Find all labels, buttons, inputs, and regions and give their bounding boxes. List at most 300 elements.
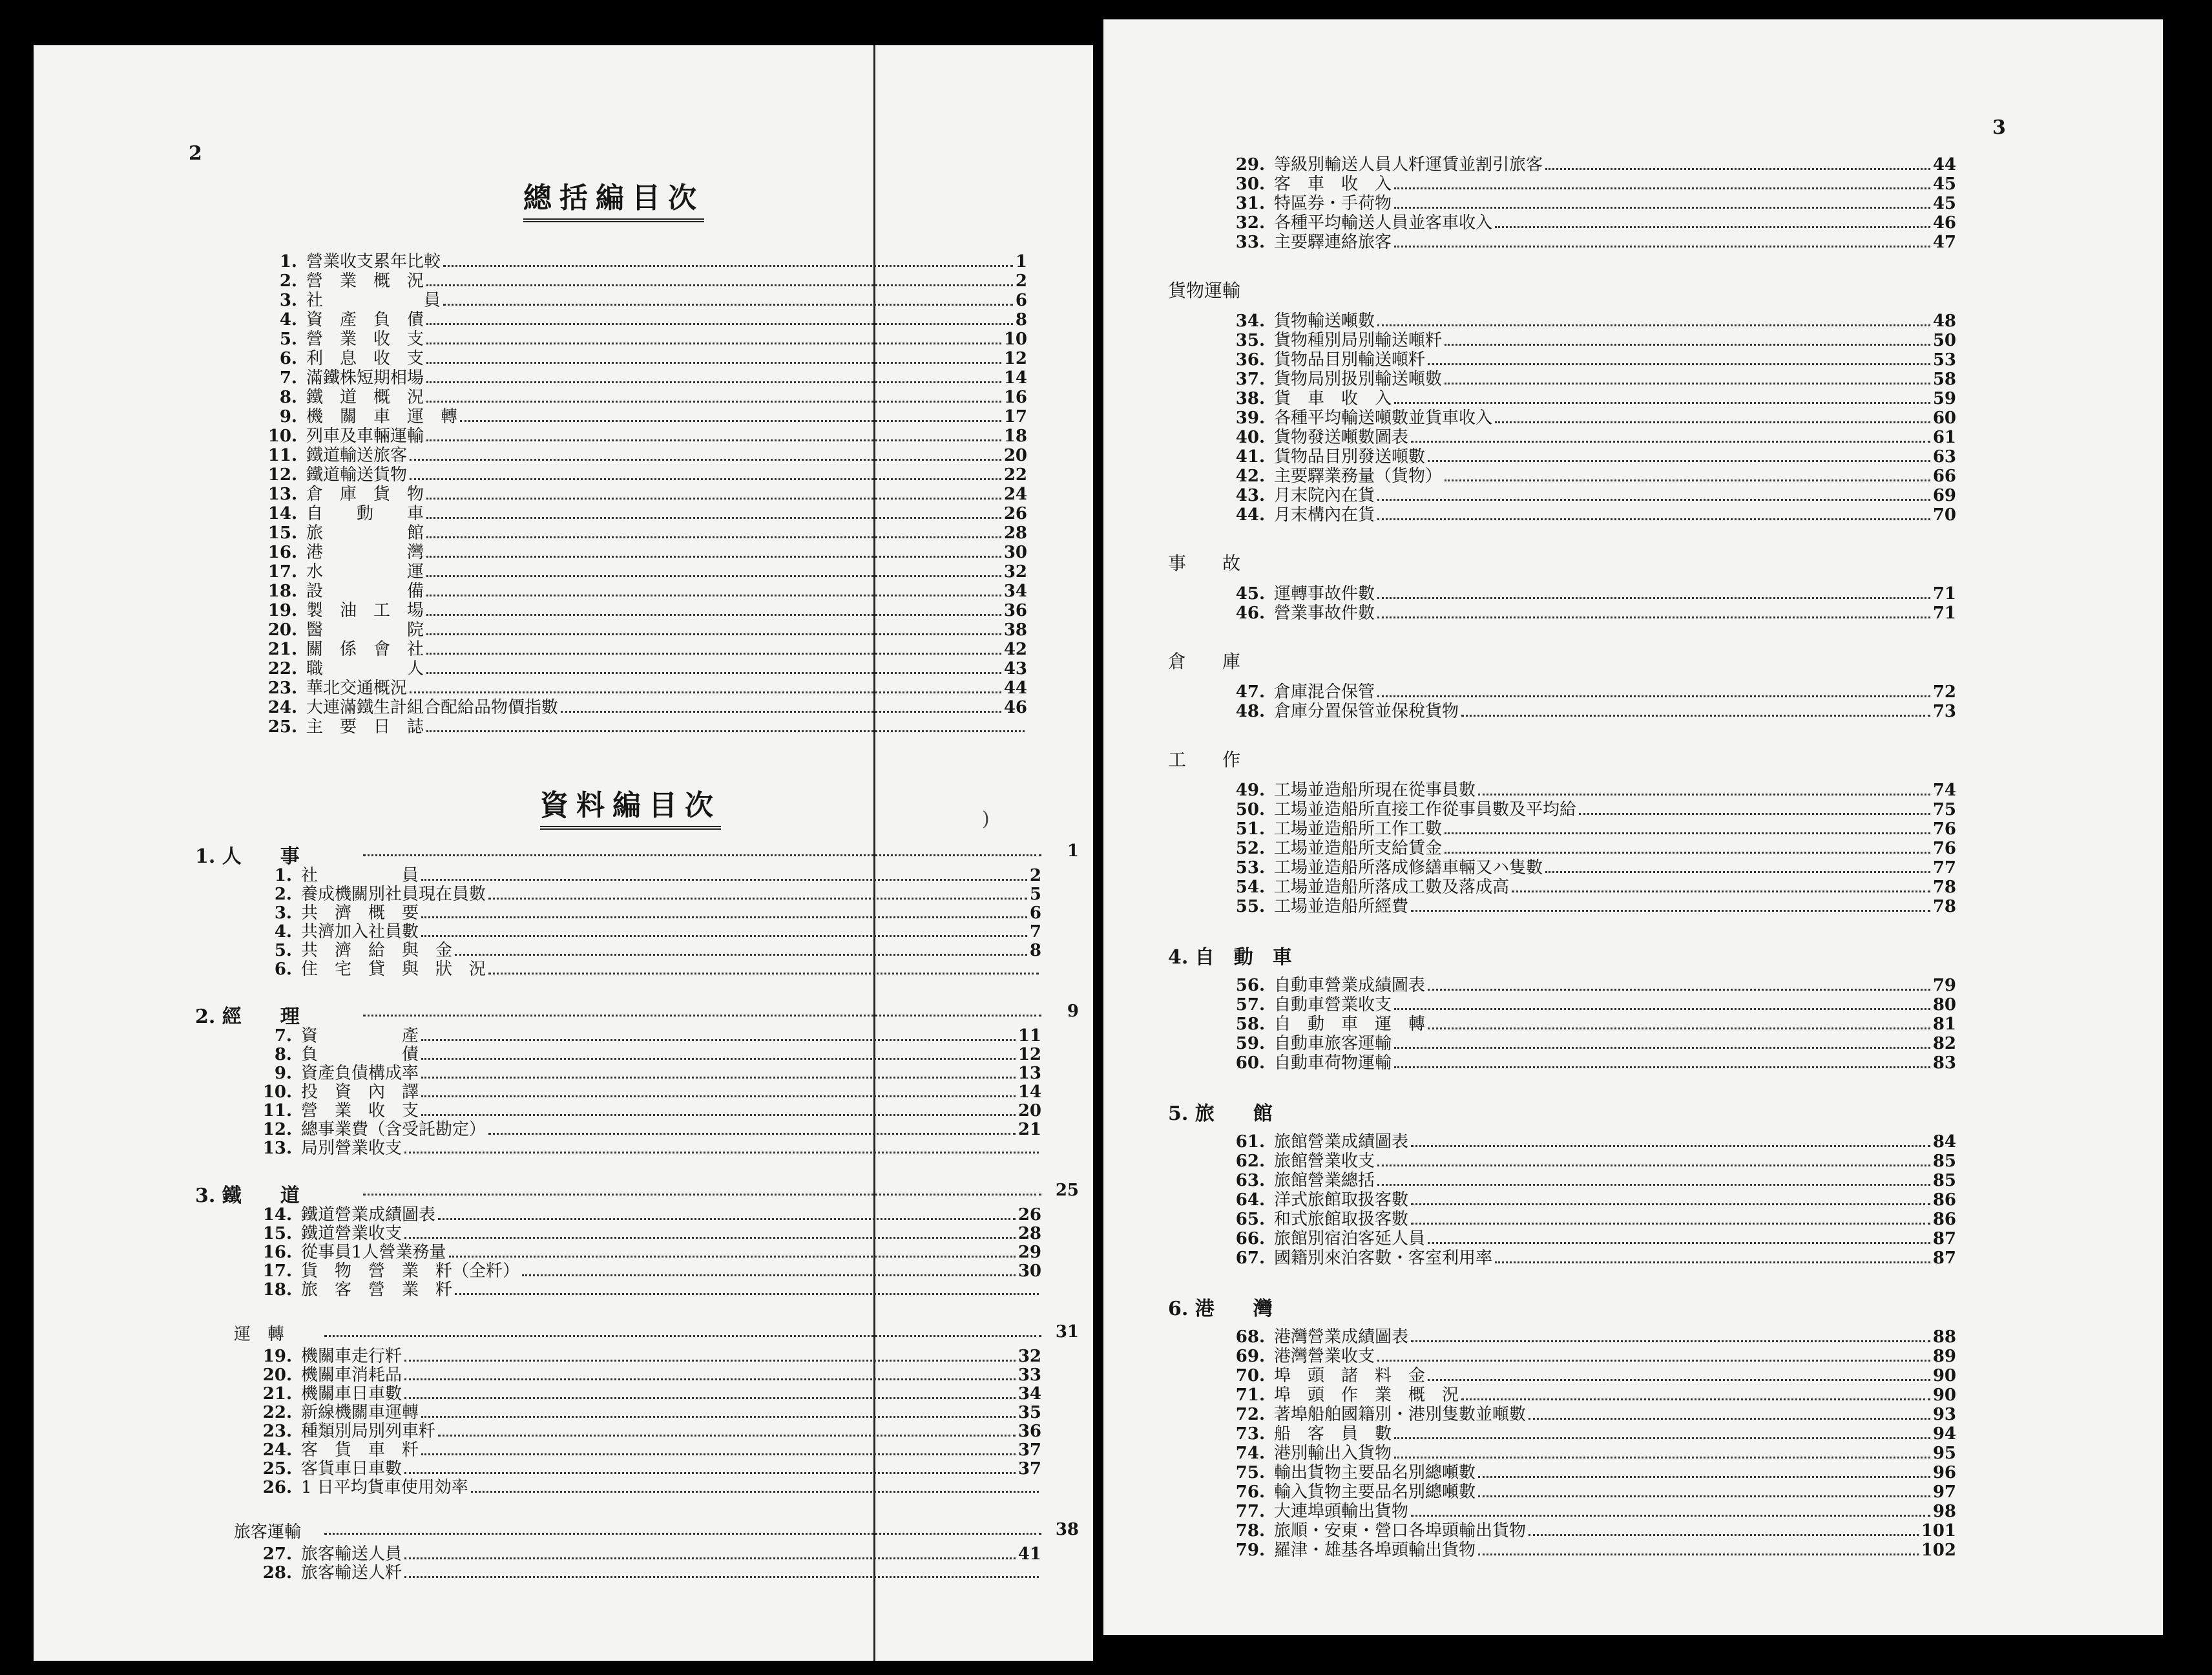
- toc-entry: [240, 523, 1027, 543]
- entry-page-number: 78: [1932, 878, 1956, 897]
- toc-entry: [221, 1224, 1041, 1243]
- entry-number: 5.: [274, 941, 292, 960]
- toc-entry: [1168, 1463, 1956, 1482]
- dot-leader: [426, 381, 1001, 383]
- entry-page-number: 90: [1932, 1385, 1956, 1405]
- entry-title: 機關車日車數: [301, 1384, 402, 1404]
- toc-entry: [221, 1045, 1041, 1064]
- entry-number: 10.: [267, 427, 297, 446]
- entry-number: 25.: [267, 717, 297, 737]
- entry-title: 工場並造船所支給賃金: [1274, 839, 1443, 858]
- entry-number: 43.: [1235, 486, 1265, 505]
- entry-title: 總事業費（含受託勘定）: [301, 1120, 486, 1139]
- entry-title: 自動車營業收支: [1274, 995, 1392, 1015]
- material-toc-list: [195, 840, 1087, 1628]
- entry-number: 57.: [1235, 995, 1265, 1015]
- toc-entry: [240, 601, 1027, 620]
- dot-leader: [1377, 616, 1930, 618]
- toc-entry: [221, 1205, 1041, 1225]
- entry-title: 貨物品目別發送噸數: [1274, 447, 1426, 467]
- toc-entry: [221, 1459, 1041, 1479]
- entry-page-number: 69: [1932, 486, 1956, 505]
- dot-leader: [455, 954, 1027, 956]
- toc-entry: [240, 620, 1027, 640]
- dot-leader: [438, 1218, 1016, 1220]
- entry-page-number: 94: [1932, 1424, 1956, 1444]
- entry-title: 各種平均輸送人員並客車收入: [1274, 213, 1493, 233]
- toc-entry: [221, 1422, 1041, 1441]
- toc-entry: [1168, 1521, 1956, 1541]
- entry-number: 30.: [1235, 174, 1265, 194]
- dot-leader: [421, 935, 1027, 937]
- dot-leader: [1411, 1515, 1930, 1517]
- entry-title: 倉 庫 貨 物: [306, 485, 424, 504]
- entry-title: 社 員: [301, 866, 419, 885]
- toc-entry: [1168, 897, 1956, 916]
- toc-entry: [240, 659, 1027, 679]
- toc-entry: [221, 1026, 1041, 1046]
- entry-page-number: 90: [1932, 1366, 1956, 1385]
- dot-leader: [1377, 1184, 1930, 1186]
- entry-page-number: 30: [1017, 1261, 1041, 1281]
- toc-entry: [1168, 486, 1956, 505]
- dot-leader: [1428, 1379, 1930, 1381]
- entry-page-number: 37: [1017, 1440, 1041, 1460]
- toc-entry: [1168, 1248, 1956, 1268]
- entry-page-number: 8: [1029, 941, 1041, 960]
- entry-page-number: 41: [1017, 1544, 1041, 1564]
- entry-title: 洋式旅館取扱客數: [1274, 1190, 1409, 1210]
- entry-title: 特區券・手荷物: [1274, 194, 1392, 213]
- entry-page-number: 82: [1932, 1034, 1956, 1053]
- entry-page-number: 76: [1932, 839, 1956, 858]
- entry-title: 羅津・雄基各埠頭輸出貨物: [1274, 1541, 1476, 1560]
- toc-entry: [240, 349, 1027, 368]
- entry-title: 月末構內在貨: [1274, 505, 1375, 525]
- entry-number: 37.: [1235, 370, 1265, 389]
- dot-leader: [404, 1557, 1016, 1559]
- toc-entry: [1168, 1152, 1956, 1171]
- toc-entry: [1168, 1541, 1956, 1560]
- dot-leader: [404, 1472, 1016, 1474]
- entry-number: 16.: [262, 1243, 292, 1262]
- entry-page-number: 17: [1003, 407, 1027, 427]
- entry-title: 旅順・安東・營口各埠頭輸出貨物: [1274, 1521, 1527, 1541]
- toc-entry: [221, 1139, 1041, 1158]
- dot-leader: [426, 517, 1001, 519]
- entry-title: 旅館營業總括: [1274, 1171, 1375, 1190]
- entry-number: 66.: [1235, 1229, 1265, 1248]
- dot-leader: [1411, 1145, 1930, 1147]
- entry-title: 營 業 概 況: [306, 271, 424, 291]
- dot-leader: [410, 459, 1001, 461]
- dot-leader: [1495, 226, 1930, 228]
- entry-title: 月末院內在貨: [1274, 486, 1375, 505]
- entry-title: 營業收支累年比較: [306, 252, 441, 271]
- toc-entry: [240, 291, 1027, 310]
- entry-title: 工場並造船所工作工數: [1274, 819, 1443, 839]
- entry-page-number: 86: [1932, 1190, 1956, 1210]
- dot-leader: [1394, 1008, 1930, 1010]
- entry-page-number: 24: [1003, 485, 1027, 504]
- pencil-mark: ): [982, 808, 990, 830]
- dot-leader: [426, 401, 1001, 403]
- dot-leader: [421, 1039, 1016, 1041]
- entry-page-number: 2: [1015, 271, 1027, 291]
- entry-number: 10.: [262, 1082, 292, 1102]
- entry-page-number: 14: [1017, 1082, 1041, 1102]
- page-number: 2: [189, 142, 202, 165]
- entry-title: 旅館別宿泊客延人員: [1274, 1229, 1426, 1248]
- entry-number: 24.: [267, 698, 297, 717]
- entry-number: 7.: [274, 1026, 292, 1046]
- entry-page-number: 30: [1003, 543, 1027, 562]
- entry-title: 製 油 工 場: [306, 601, 424, 620]
- dot-leader: [1411, 1340, 1930, 1342]
- right-toc-list: [1168, 155, 1956, 1603]
- entry-title: 貨 物 營 業 粁（全粁）: [301, 1261, 520, 1281]
- entry-page-number: 42: [1003, 640, 1027, 659]
- entry-title: 機關車消耗品: [301, 1365, 402, 1385]
- toc-entry: [1168, 584, 1956, 604]
- entry-title: 列車及車輛運輸: [306, 427, 424, 446]
- entry-title: 共 濟 給 與 金: [301, 941, 453, 960]
- entry-page-number: 71: [1932, 584, 1956, 604]
- dot-leader: [1394, 187, 1930, 189]
- page-number: 3: [1992, 116, 2006, 139]
- toc-entry: [1168, 174, 1956, 194]
- entry-number: 32.: [1235, 213, 1265, 233]
- entry-title: 港灣營業收支: [1274, 1347, 1375, 1366]
- entry-title: 負 債: [301, 1045, 419, 1064]
- entry-page-number: 45: [1932, 194, 1956, 213]
- toc-entry: [1168, 505, 1956, 525]
- dot-leader: [426, 342, 1001, 344]
- entry-page-number: 86: [1932, 1210, 1956, 1229]
- entry-title: 大連滿鐵生計組合配給品物價指數: [306, 698, 559, 717]
- toc-entry: [240, 543, 1027, 562]
- dot-leader: [1478, 1554, 1919, 1555]
- entry-number: 2.: [279, 271, 297, 291]
- entry-number: 3.: [274, 903, 292, 923]
- entry-title: 貨物種別局別輸送噸粁: [1274, 331, 1443, 350]
- entry-page-number: 6: [1029, 903, 1041, 923]
- toc-entry: [240, 698, 1027, 717]
- entry-title: 貨物局別扱別輸送噸數: [1274, 370, 1443, 389]
- entry-number: 62.: [1235, 1152, 1265, 1171]
- entry-page-number: 20: [1017, 1101, 1041, 1121]
- entry-title: 工場並造船所落成工數及落成高: [1274, 878, 1510, 897]
- entry-title: 貨物發送噸數圖表: [1274, 428, 1409, 447]
- toc-entry: [240, 271, 1027, 291]
- entry-page-number: 89: [1932, 1347, 1956, 1366]
- dot-leader: [1377, 499, 1930, 501]
- entry-page-number: 88: [1932, 1327, 1956, 1347]
- toc-entry: [1168, 194, 1956, 213]
- entry-number: 1.: [274, 866, 292, 885]
- toc-entry: [1168, 1502, 1956, 1521]
- toc-entry: [240, 388, 1027, 407]
- toc-entry: [240, 582, 1027, 601]
- entry-number: 23.: [267, 679, 297, 698]
- entry-page-number: 44: [1932, 155, 1956, 174]
- entry-page-number: 61: [1932, 428, 1956, 447]
- toc-entry: [221, 1101, 1041, 1121]
- toc-entry: [240, 717, 1027, 737]
- toc-entry: [1168, 1327, 1956, 1347]
- entry-title: 等級別輸送人員人粁運賃並割引旅客: [1274, 155, 1543, 174]
- entry-title: 國籍別來泊客數・客室利用率: [1274, 1248, 1493, 1268]
- entry-number: 15.: [262, 1224, 292, 1243]
- section-heading: 2. 經 理: [195, 1006, 300, 1028]
- entry-title: 設 備: [306, 582, 424, 601]
- entry-title: 港灣營業成績圖表: [1274, 1327, 1409, 1347]
- section-dot-leader: [363, 1194, 1041, 1196]
- dot-leader: [1394, 207, 1930, 209]
- toc-entry: [221, 1384, 1041, 1404]
- entry-title: 鐵道營業成績圖表: [301, 1205, 436, 1225]
- entry-page-number: 44: [1003, 679, 1027, 698]
- dot-leader: [1478, 794, 1930, 795]
- entry-number: 35.: [1235, 331, 1265, 350]
- toc-entry: [1168, 878, 1956, 897]
- entry-page-number: 8: [1015, 310, 1027, 330]
- entry-page-number: 76: [1932, 819, 1956, 839]
- entry-number: 6.: [279, 349, 297, 368]
- entry-title: 埠 頭 作 業 概 況: [1274, 1385, 1459, 1405]
- toc-entry: [1168, 1053, 1956, 1073]
- entry-page-number: 11: [1017, 1026, 1041, 1046]
- dot-leader: [1545, 168, 1930, 170]
- entry-number: 65.: [1235, 1210, 1265, 1229]
- dot-leader: [1428, 460, 1930, 462]
- entry-page-number: 28: [1017, 1224, 1041, 1243]
- section-page-number: 1: [1067, 841, 1079, 861]
- entry-number: 75.: [1235, 1463, 1265, 1482]
- entry-number: 52.: [1235, 839, 1265, 858]
- entry-number: 73.: [1235, 1424, 1265, 1444]
- entry-title: 船 客 員 數: [1274, 1424, 1392, 1444]
- entry-title: 工場並造船所現在從事員數: [1274, 781, 1476, 800]
- entry-number: 6.: [274, 960, 292, 979]
- entry-page-number: 26: [1017, 1205, 1041, 1225]
- toc-entry: [1168, 1366, 1956, 1385]
- entry-page-number: 10: [1003, 330, 1027, 349]
- entry-page-number: 98: [1932, 1502, 1956, 1521]
- entry-page-number: 7: [1029, 922, 1041, 942]
- toc-entry: [1168, 447, 1956, 467]
- toc-entry: [221, 1261, 1041, 1281]
- dot-leader: [1529, 1418, 1930, 1420]
- entry-title: 輸入貨物主要品名別總噸數: [1274, 1482, 1476, 1502]
- entry-number: 74.: [1235, 1444, 1265, 1463]
- dot-leader: [1411, 1203, 1930, 1205]
- entry-title: 主 要 日 誌: [306, 717, 424, 737]
- entry-page-number: 74: [1932, 781, 1956, 800]
- dot-leader: [426, 439, 1001, 441]
- entry-title: 水 運: [306, 562, 424, 582]
- entry-number: 19.: [262, 1347, 292, 1366]
- toc-entry: [1168, 1405, 1956, 1424]
- entry-number: 22.: [262, 1403, 292, 1422]
- dot-leader: [426, 536, 1001, 538]
- entry-page-number: 85: [1932, 1171, 1956, 1190]
- entry-page-number: 97: [1932, 1482, 1956, 1502]
- dot-leader: [1428, 363, 1930, 365]
- toc-entry: [1168, 408, 1956, 428]
- toc-entry: [1168, 311, 1956, 331]
- dot-leader: [426, 595, 1001, 596]
- toc-entry: [1168, 155, 1956, 174]
- entry-title: 養成機關別社員現在員數: [301, 885, 486, 904]
- entry-title: 港 灣: [306, 543, 424, 562]
- entry-number: 33.: [1235, 233, 1265, 252]
- entry-number: 5.: [279, 330, 297, 349]
- entry-title: 旅 館: [306, 523, 424, 543]
- section-page-number: 38: [1055, 1520, 1079, 1539]
- entry-number: 63.: [1235, 1171, 1265, 1190]
- dot-leader: [1478, 1476, 1930, 1478]
- dot-leader: [1394, 1066, 1930, 1068]
- entry-page-number: 5: [1029, 885, 1041, 904]
- dot-leader: [449, 1256, 1016, 1258]
- entry-title: 華北交通概況: [306, 679, 408, 698]
- toc-entry: [221, 903, 1041, 923]
- toc-entry: [1168, 1015, 1956, 1034]
- entry-title: 旅客輸送人員: [301, 1544, 402, 1564]
- entry-title: 共濟加入社員數: [301, 922, 419, 942]
- toc-entry: [1168, 682, 1956, 702]
- entry-page-number: 21: [1017, 1120, 1041, 1139]
- entry-page-number: 87: [1932, 1229, 1956, 1248]
- entry-page-number: 80: [1932, 995, 1956, 1015]
- entry-page-number: 35: [1017, 1403, 1041, 1422]
- material-toc-title: 資料編目次: [540, 782, 721, 830]
- dot-leader: [443, 265, 1013, 267]
- entry-title: 各種平均輸送噸數並貨車收入: [1274, 408, 1493, 428]
- section-heading: 4. 自 動 車: [1168, 946, 1292, 969]
- entry-number: 16.: [267, 543, 297, 562]
- dot-leader: [421, 916, 1027, 918]
- entry-number: 14.: [267, 504, 297, 523]
- entry-page-number: 16: [1003, 388, 1027, 407]
- dot-leader: [404, 1378, 1016, 1380]
- section-page-number: 25: [1055, 1181, 1079, 1200]
- entry-number: 64.: [1235, 1190, 1265, 1210]
- toc-entry: [1168, 781, 1956, 800]
- entry-title: 旅 客 營 業 粁: [301, 1280, 453, 1300]
- entry-title: 工場並造船所落成修繕車輛又ハ隻數: [1274, 858, 1543, 878]
- entry-page-number: 70: [1932, 505, 1956, 525]
- dot-leader: [438, 1435, 1016, 1437]
- toc-entry: [221, 866, 1041, 885]
- section-heading: 旅客運輸: [234, 1522, 302, 1542]
- dot-leader: [1445, 344, 1930, 346]
- toc-entry: [240, 485, 1027, 504]
- section-heading: 事 故: [1168, 553, 1241, 574]
- entry-title: 共 濟 概 要: [301, 903, 419, 923]
- entry-page-number: 1: [1015, 252, 1027, 271]
- toc-entry: [1168, 213, 1956, 233]
- entry-page-number: 72: [1932, 682, 1956, 702]
- entry-page-number: 12: [1017, 1045, 1041, 1064]
- entry-number: 48.: [1235, 702, 1265, 721]
- entry-page-number: 96: [1932, 1463, 1956, 1482]
- entry-number: 18.: [267, 582, 297, 601]
- entry-number: 70.: [1235, 1366, 1265, 1385]
- entry-page-number: 78: [1932, 897, 1956, 916]
- section-page-number: 31: [1055, 1322, 1079, 1342]
- entry-page-number: 87: [1932, 1248, 1956, 1268]
- dot-leader: [421, 1453, 1016, 1455]
- general-toc-list: [240, 252, 1027, 756]
- entry-number: 39.: [1235, 408, 1265, 428]
- toc-entry: [1168, 1034, 1956, 1053]
- entry-page-number: 71: [1932, 604, 1956, 623]
- toc-entry: [221, 1280, 1041, 1300]
- entry-number: 59.: [1235, 1034, 1265, 1053]
- dot-leader: [455, 1293, 1039, 1295]
- entry-title: 工場並造船所經費: [1274, 897, 1409, 916]
- entry-page-number: 58: [1932, 370, 1956, 389]
- dot-leader: [1445, 479, 1930, 481]
- entry-page-number: 63: [1932, 447, 1956, 467]
- entry-number: 41.: [1235, 447, 1265, 467]
- toc-entry: [1168, 1229, 1956, 1248]
- toc-entry: [221, 1064, 1041, 1083]
- entry-page-number: 60: [1932, 408, 1956, 428]
- dot-leader: [426, 672, 1001, 674]
- entry-title: 職 人: [306, 659, 424, 679]
- toc-entry: [1168, 1210, 1956, 1229]
- toc-entry: [240, 310, 1027, 330]
- toc-entry: [240, 446, 1027, 465]
- dot-leader: [460, 420, 1001, 422]
- dot-leader: [443, 304, 1013, 306]
- toc-entry: [221, 922, 1041, 942]
- dot-leader: [1445, 832, 1930, 834]
- entry-title: 客 貨 車 粁: [301, 1440, 419, 1460]
- dot-leader: [421, 1095, 1016, 1097]
- entry-number: 12.: [262, 1120, 292, 1139]
- general-toc-title: 總括編目次: [523, 174, 704, 222]
- toc-entry: [1168, 604, 1956, 623]
- entry-page-number: 59: [1932, 389, 1956, 408]
- entry-page-number: 93: [1932, 1405, 1956, 1424]
- entry-title: 鐵道營業收支: [301, 1224, 402, 1243]
- toc-entry: [1168, 1171, 1956, 1190]
- dot-leader: [561, 711, 1001, 713]
- entry-number: 2.: [274, 885, 292, 904]
- dot-leader: [404, 1237, 1016, 1239]
- section-dot-leader: [363, 854, 1041, 856]
- entry-page-number: 29: [1017, 1243, 1041, 1262]
- dot-leader: [404, 1576, 1039, 1578]
- toc-entry: [240, 252, 1027, 271]
- toc-entry: [221, 1243, 1041, 1262]
- entry-number: 4.: [279, 310, 297, 330]
- toc-entry: [1168, 702, 1956, 721]
- entry-number: 36.: [1235, 350, 1265, 370]
- entry-page-number: 2: [1029, 866, 1041, 885]
- entry-number: 51.: [1235, 819, 1265, 839]
- entry-page-number: 101: [1921, 1521, 1956, 1541]
- toc-entry: [240, 330, 1027, 349]
- dot-leader: [1478, 1495, 1930, 1497]
- entry-title: 營 業 收 支: [301, 1101, 419, 1121]
- toc-entry: [1168, 995, 1956, 1015]
- toc-entry: [221, 941, 1041, 960]
